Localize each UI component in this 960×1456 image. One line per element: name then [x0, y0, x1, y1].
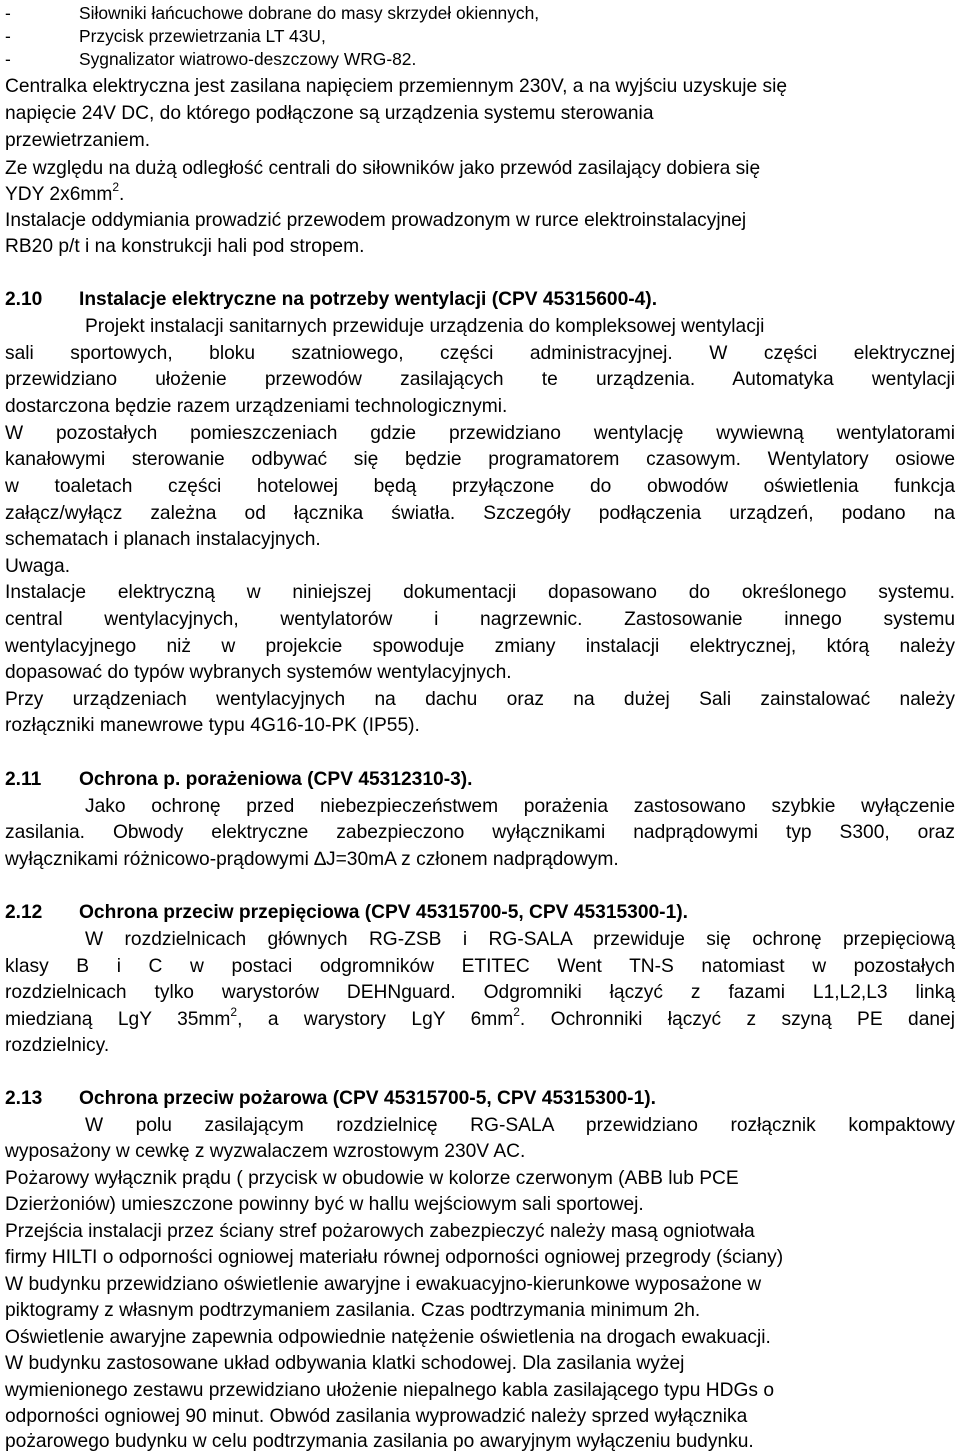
section-title: Instalacje elektryczne na potrzeby wentylacji (CPV 45315600-4). [79, 289, 658, 310]
section-number: 2.13 [5, 1088, 43, 1109]
paragraph-line: rozdzielnicy. [5, 1035, 110, 1056]
paragraph-line: Instalacje oddymiania prowadzić przewodem prowadzonym w rurce elektroinstalacyjnej [5, 210, 747, 231]
paragraph-line: piktogramy z własnym podtrzymaniem zasilania. Czas podtrzymania minimum 2h. [5, 1300, 701, 1321]
paragraph-line: W rozdzielnicach głównych RG-ZSB i RG-SALA przewiduje się ochronę przepięciową [85, 929, 955, 950]
section-heading-2-12 [5, 899, 955, 926]
text-run: wyłącznikami różnicowo-prądowymi [5, 849, 315, 870]
text-run: J=30mA z członem nadprądowym. [325, 849, 619, 870]
paragraph-line: wentylacyjnego niż w projekcie spowoduje zmiany instalacji elektrycznej, którą należy [5, 636, 955, 657]
paragraph-line: firmy HILTI o odporności ogniowej materiału równej odporności ogniowej przegrody (ściany) [5, 1247, 784, 1268]
paragraph-line: Jako ochronę przed niebezpieczeństwem porażenia zastosowano szybkie wyłączenie [85, 796, 955, 817]
cable-spec: YDY 2x6mm [5, 184, 113, 205]
paragraph-line [5, 181, 955, 208]
paragraph-line: W pozostałych pomieszczeniach gdzie przewidziano wentylację wywiewną wentylatorami [5, 423, 955, 444]
paragraph-line: wyposażony w cewkę z wyzwalaczem wzrostowym 230V AC. [5, 1141, 526, 1162]
section-title: Ochrona przeciw przepięciowa (CPV 45315700-5, CPV 45315300-1). [79, 902, 688, 923]
text-run: , a warystory LgY 6mm [237, 1009, 514, 1030]
paragraph-line: kanałowymi sterowanie odbywać się będzie programatorem czasowym. Wentylatory osiowe [5, 449, 955, 470]
bullet-text: Siłowniki łańcuchowe dobrane do masy skrzydeł okiennych, [79, 3, 540, 23]
paragraph-line: klasy B i C w postaci odgromników ETITEC Went TN-S natomiast w pozostałych [5, 956, 955, 977]
paragraph-line: W polu zasilającym rozdzielnicę RG-SALA przewidziano rozłącznik kompaktowy [85, 1115, 955, 1136]
section-heading-2-11 [5, 766, 955, 793]
paragraph-line: w toaletach części hotelowej będą przyłączone do obwodów oświetlenia funkcja [5, 476, 955, 497]
paragraph-line: pożarowego budynku w celu podtrzymania zasilania po awaryjnym wyłączeniu budynku. [5, 1431, 754, 1452]
paragraph-line: Oświetlenie awaryjne zapewnia odpowiednie natężenie oświetlenia na drogach ewakuacji. [5, 1327, 771, 1348]
section-title: Ochrona p. porażeniowa (CPV 45312310-3). [79, 769, 473, 790]
paragraph-line: Dzierżoniów) umieszczone powinny być w hallu wejściowym sali sportowej. [5, 1194, 644, 1215]
paragraph-line: W budynku przewidziano oświetlenie awaryjne i ewakuacyjno-kierunkowe wyposażone w [5, 1274, 762, 1295]
bullet-dash: - [5, 49, 11, 69]
paragraph-line: RB20 p/t i na konstrukcji hali pod stropem. [5, 236, 365, 257]
paragraph-line: wymienionego zestawu przewidziano ułożenie niepalnego kabla zasilającego typu HDGs o [5, 1380, 775, 1401]
paragraph-line: W budynku zastosowane układ odbywania klatki schodowej. Dla zasilania wyżej [5, 1353, 685, 1374]
section-number: 2.10 [5, 289, 43, 310]
paragraph-line: Ze względu na dużą odległość centrali do siłowników jako przewód zasilający dobiera się [5, 158, 761, 179]
paragraph-line: Pożarowy wyłącznik prądu ( przycisk w obudowie w kolorze czerwonym (ABB lub PCE [5, 1168, 739, 1189]
superscript: 2 [513, 1004, 520, 1019]
paragraph-line: odporności ogniowej 90 minut. Obwód zasilania wyprowadzić należy sprzed wyłącznika [5, 1406, 748, 1427]
paragraph-line: załącz/wyłącz zależna od łącznika światła. Szczegóły podłączenia urządzeń, podano na [5, 503, 955, 524]
section-number: 2.11 [5, 769, 42, 790]
paragraph-line: Centralka elektryczna jest zasilana napięciem przemiennym 230V, a na wyjściu uzyskuje się [5, 76, 788, 97]
paragraph-line: napięcie 24V DC, do którego podłączone są urządzenia systemu sterowania [5, 103, 654, 124]
paragraph-line: sali sportowych, bloku szatniowego, części administracyjnej. W części elektrycznej [5, 343, 955, 364]
paragraph-line: Przy urządzeniach wentylacyjnych na dachu oraz na dużej Sali zainstalować należy [5, 689, 955, 710]
paragraph-line: zasilania. Obwody elektryczne zabezpieczono wyłącznikami nadprądowymi typ S300, oraz [5, 822, 955, 843]
paragraph-line: rozdzielnicach tylko warystorów DEHNguard. Odgromniki łączyć z fazami L1,L2,L3 linką [5, 982, 955, 1003]
text-run: miedzianą LgY 35mm [5, 1009, 231, 1030]
section-heading-2-10 [5, 286, 955, 313]
section-title: Ochrona przeciw pożarowa (CPV 45315700-5, CPV 45315300-1). [79, 1088, 656, 1109]
paragraph-line: przewietrzaniem. [5, 130, 151, 151]
paragraph-line: central wentylacyjnych, wentylatorów i nagrzewnic. Zastosowanie innego systemu [5, 609, 955, 630]
paragraph-line: dopasować do typów wybranych systemów wentylacyjnych. [5, 662, 512, 683]
bullet-item [5, 46, 955, 73]
paragraph-line: rozłączniki manewrowe typu 4G16-10-PK (IP55). [5, 715, 420, 736]
bullet-text: Przycisk przewietrzania LT 43U, [79, 26, 326, 46]
section-heading-2-13 [5, 1085, 955, 1112]
bullet-dash: - [5, 26, 11, 46]
note-label: Uwaga. [5, 556, 71, 577]
section-number: 2.12 [5, 902, 43, 923]
bullet-dash: - [5, 3, 11, 23]
paragraph-line [5, 846, 955, 873]
paragraph-line: schematach i planach instalacyjnych. [5, 529, 321, 550]
bullet-text: Sygnalizator wiatrowo-deszczowy WRG-82. [79, 49, 417, 69]
delta-symbol: ∆ [314, 849, 326, 870]
superscript: 2 [112, 179, 120, 194]
paragraph-line: Instalacje elektryczną w niniejszej dokumentacji dopasowano do określonego systemu. [5, 582, 955, 603]
text-run: . Ochronniki łączyć z szyną PE danej [519, 1009, 955, 1030]
period: . [119, 184, 125, 205]
paragraph-line: dostarczona będzie razem urządzeniami technologicznymi. [5, 396, 508, 417]
superscript: 2 [230, 1004, 238, 1019]
paragraph-line [5, 1006, 955, 1033]
paragraph-line: Przejścia instalacji przez ściany stref pożarowych zabezpieczyć należy masą ogniotwała [5, 1221, 755, 1242]
paragraph-line: przewidziano ułożenie przewodów zasilających te urządzenia. Automatyka wentylacji [5, 369, 955, 390]
paragraph-line: Projekt instalacji sanitarnych przewiduje urządzenia do kompleksowej wentylacji [85, 316, 765, 337]
